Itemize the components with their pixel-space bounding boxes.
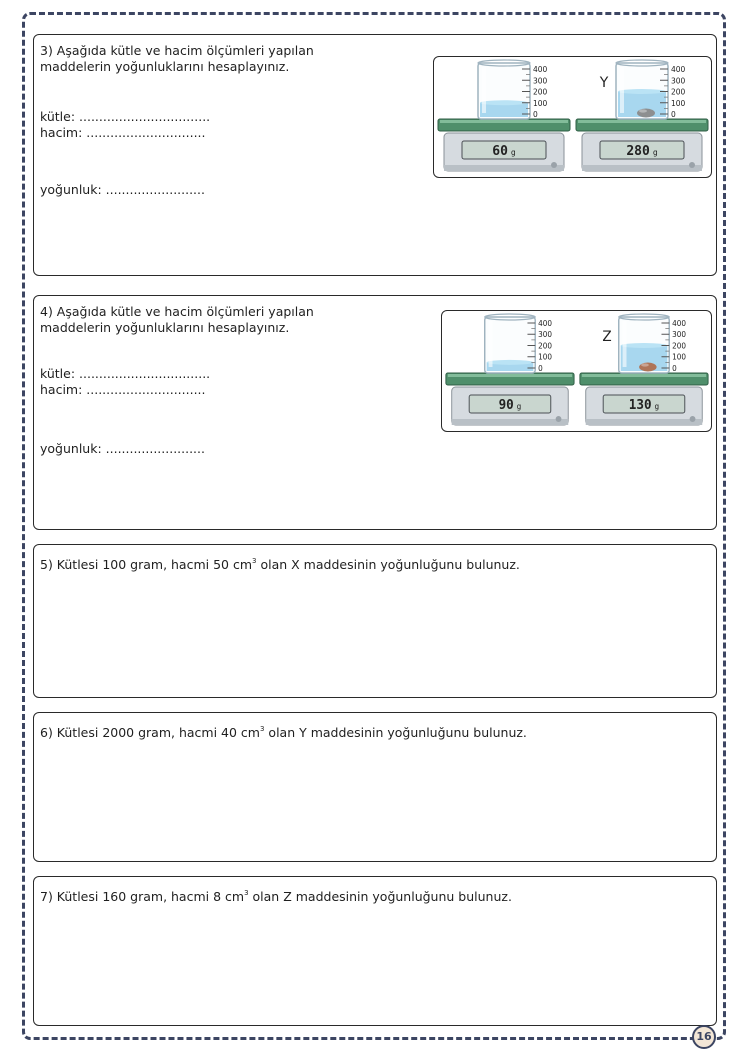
question-4-volume-field[interactable]: hacim: .............................. <box>40 382 206 397</box>
question-4-text: 4) Aşağıda kütle ve hacim ölçümleri yapılan maddelerin yoğunluklarını hesaplayınız. <box>40 304 314 335</box>
graduation-label: 400 <box>533 65 548 74</box>
graduation-label: 300 <box>538 330 553 340</box>
question-5-text: 5) Kütlesi 100 gram, hacmi 50 $cm^3$ olan X maddesinin yoğunluğunu bulunuz. <box>40 557 520 572</box>
tare-button <box>689 162 695 168</box>
scale-base <box>444 165 564 171</box>
question-5-box <box>33 544 717 698</box>
graduation-label: 100 <box>538 352 553 362</box>
question-3-volume-field[interactable]: hacim: .............................. <box>40 125 206 140</box>
tare-button <box>690 416 696 422</box>
graduation-label: 100 <box>671 98 686 108</box>
question-3-text: 3) Aşağıda kütle ve hacim ölçümleri yapılan maddelerin yoğunluklarını hesaplayınız. <box>40 43 314 74</box>
question-3-box <box>33 34 717 276</box>
scale-reading-value: 130 <box>628 397 652 414</box>
graduation-label: 300 <box>533 76 548 86</box>
scale-base <box>582 165 702 171</box>
graduation-label: 100 <box>672 352 687 362</box>
sample-label: Y <box>599 75 609 91</box>
question-7-text: 7) Kütlesi 160 gram, hacmi 8 $cm^3$ olan Z maddesinin yoğunluğunu bulunuz. <box>40 889 512 904</box>
sample-label: Z <box>602 328 612 346</box>
question-7-box <box>33 876 717 1026</box>
graduation-label: 200 <box>538 341 553 351</box>
scale-plate-highlight <box>582 374 706 377</box>
graduation-label: 300 <box>671 76 686 86</box>
graduation-label: 400 <box>538 318 553 329</box>
beaker-glare <box>620 67 624 113</box>
scale-unit: g <box>654 401 660 412</box>
question-3-mass-field[interactable]: kütle: ................................. <box>40 109 211 124</box>
question-3-figure <box>433 56 712 178</box>
question-3-density-field[interactable]: yoğunluk: ......................... <box>40 182 205 197</box>
balance-scales-illustration <box>434 57 711 177</box>
graduation-label: 300 <box>672 330 687 340</box>
graduation-label: 400 <box>672 318 687 329</box>
beaker-glare <box>489 321 493 367</box>
graduation-label: 0 <box>533 110 538 119</box>
scale-reading-value: 280 <box>626 144 650 159</box>
scale-unit: g <box>510 148 516 157</box>
page-number-badge: 16 <box>692 1025 716 1049</box>
scale-plate-highlight <box>448 374 572 377</box>
beaker-glare <box>482 67 486 113</box>
tare-button <box>556 416 562 422</box>
question-4-density-field[interactable]: yoğunluk: ......................... <box>40 441 205 456</box>
beaker-glare <box>623 321 627 367</box>
scale-reading-value: 90 <box>498 397 514 414</box>
question-4-mass-field[interactable]: kütle: ................................. <box>40 366 211 381</box>
scale-plate-highlight <box>440 120 568 123</box>
scale-unit: g <box>652 148 658 157</box>
graduation-label: 400 <box>671 65 686 74</box>
scale-reading-value: 60 <box>492 144 508 159</box>
question-6-text: 6) Kütlesi 2000 gram, hacmi 40 $cm^3$ olan Y maddesinin yoğunluğunu bulunuz. <box>40 725 527 740</box>
question-4-figure <box>441 310 712 432</box>
question-6-box <box>33 712 717 862</box>
scale-base <box>452 419 569 425</box>
graduation-label: 100 <box>533 98 548 108</box>
graduation-label: 0 <box>671 110 676 119</box>
scale-plate-highlight <box>578 120 706 123</box>
graduation-label: 200 <box>671 87 686 97</box>
question-4-box <box>33 295 717 530</box>
scale-base <box>586 419 703 425</box>
graduation-label: 200 <box>672 341 687 351</box>
balance-scales-illustration <box>442 311 711 431</box>
tare-button <box>551 162 557 168</box>
graduation-label: 0 <box>538 363 543 374</box>
graduation-label: 0 <box>672 363 677 374</box>
graduation-label: 200 <box>533 87 548 97</box>
scale-unit: g <box>516 401 522 412</box>
